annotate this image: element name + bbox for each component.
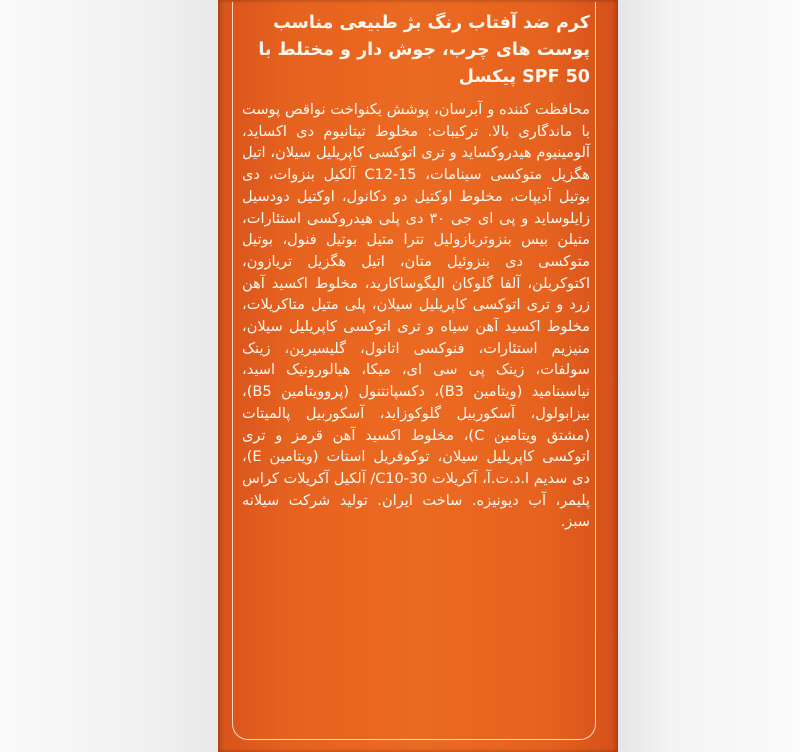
background-right <box>618 0 800 752</box>
product-description: محافظت کننده و آبرسان، پوشش یکنواخت نواقص پوست با ماندگاری بالا. ترکیبات: مخلوط تیتانیوم دی اکساید، آلومینیوم هیدروکساید و تری اتوکسی کاپریلیل سیلان، اتیل هگزیل متوکسی سینامات، C12-15 آلکیل بنزوات، دی بوتیل آدیپات، مخلوط اوکتیل دو دکانول، اوکتیل دودسیل زایلوساید و پی ای جی ۳۰ دی پلی هیدروکسی استئارات، متیلن بیس بنزوتریازولیل تترا متیل بوتیل فنول، بوتیل متوکسی دی بنزوئیل متان، اتیل هگزیل تریازون، اکتوکریلن، آلفا گلوکان الیگوساکارید، مخلوط اکسید آهن زرد و تری اتوکسی کاپریلیل سیلان، پلی متیل متاکریلات، مخلوط اکسید آهن سیاه و تری اتوکسی کاپریلیل سیلان، منیزیم استئارات، فنوکسی اتانول، گلیسیرین، زینک سولفات، زینک پی سی ای، میکا، هیالورونیک اسید، نیاسینامید (ویتامین B3)، دکسپانتنول (پروویتامین B5)، بیزابولول، آسکوربیل گلوکوزاید، آسکوربیل پالمیتات (مشتق ویتامین C)، مخلوط اکسید آهن قرمز و تری اتوکسی کاپریلیل سیلان، توکوفریل استات (ویتامین E)، دی سدیم ا.د.ت.آ، آکریلات C10-30/ آلکیل آکریلات کراس پلیمر، آب دیونیزه. ساخت ایران. تولید شرکت سیلانه سبز. <box>242 101 591 531</box>
label-panel <box>242 10 590 533</box>
background-left <box>0 0 218 752</box>
product-title: کرم ضد آفتاب رنگ بژ طبیعی مناسب پوست های چرب، جوش دار و مختلط با SPF 50 پیکسل <box>258 13 590 87</box>
